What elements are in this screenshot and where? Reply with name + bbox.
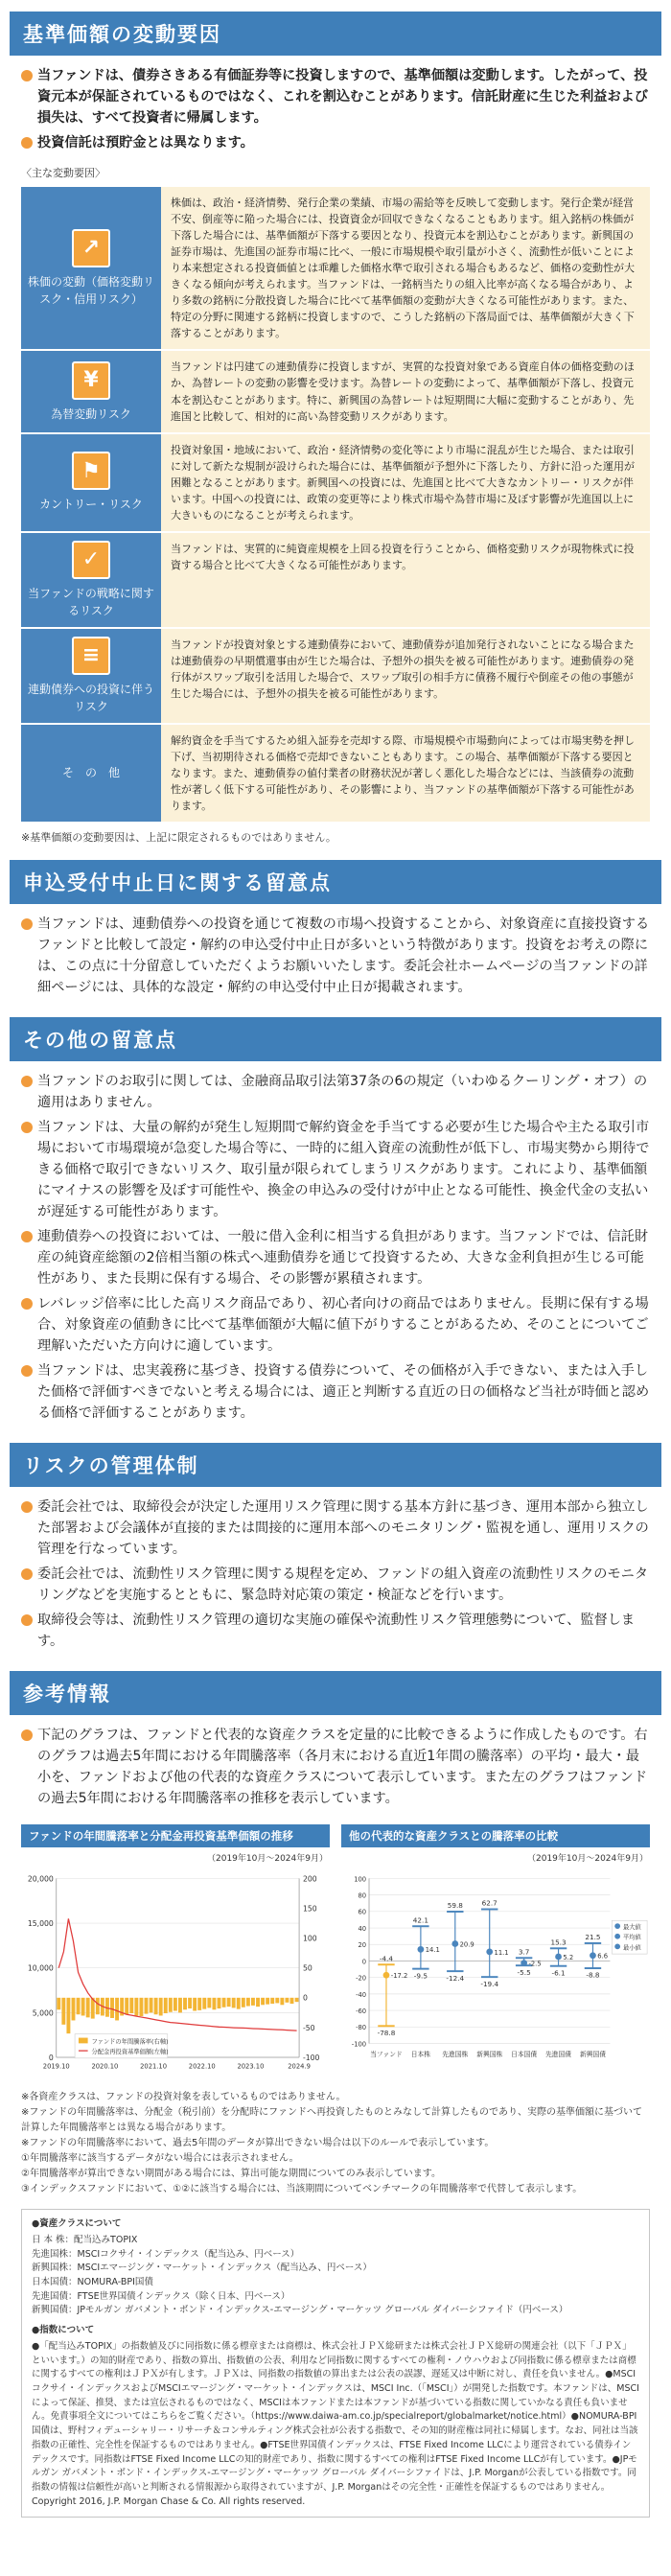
return-bar [202,1998,206,2009]
bullet-dot-icon [21,137,33,149]
return-bar [295,1998,299,2002]
y-tick-label: 60 [358,1908,367,1916]
y-tick-label: 100 [354,1875,367,1884]
bullet-list [10,1715,661,1817]
max-marker [412,1925,428,1927]
return-bar [275,1998,279,2004]
legend-label: 最小値 [622,1944,641,1952]
bullet-item [21,914,650,998]
y-right-tick-label: 50 [302,1963,312,1973]
avg-value-label: 5.2 [563,1953,574,1961]
y-tick-label: -60 [356,2007,367,2016]
max-value-label: 42.1 [412,1915,428,1925]
risk-footnote: ※基準価額の変動要因は、上記に限定されるものではありません。 [21,831,336,845]
return-bar [164,1998,168,2013]
y-tick-label: -100 [351,2040,367,2049]
avg-marker [555,1954,562,1961]
return-bar [188,1998,192,2008]
avg-value-label: 6.6 [597,1952,609,1961]
return-bar [197,1998,201,2010]
risk-caption: 〈主な変動要因〉 [21,167,105,179]
category-label: 日本国債 [511,2051,538,2059]
chart-period: （2019年10月〜2024年9月） [207,1854,328,1865]
chart-title: 他の代表的な資産クラスとの騰落率の比較 [341,1824,650,1847]
bullet-dot-icon [21,1076,33,1087]
return-bar [96,1998,100,2014]
min-value-label: -9.5 [413,1971,428,1981]
avg-marker [486,1949,493,1956]
return-bar [251,1998,255,2006]
avg-marker [590,1952,596,1959]
legend-swatch [614,1934,620,1939]
legend-swatch [79,2038,88,2044]
x-tick-label: 2021.10 [140,2062,168,2071]
return-bar [139,1998,143,2016]
bullet-text: 当ファンドは、大量の解約が発生し短期間で解約資金を手当てする必要が生じた場合や主たる取引市場において市場環境が急変した場合等に、一時的に組入資産の流動性が低下し、市場実勢から期待できる価格で取引できないリスク、取引量が限られてしまうリスクがあります。これにより、基準価額にマイナスの影響を及ぼす可能性や、換金の申込みの受付けが中止となる可能性、換金代金の支払いが遅延する可能性があります。 [37,1120,650,1220]
min-marker [378,2025,394,2027]
bullet-item [21,65,650,128]
category-label: 日本株 [410,2051,431,2059]
min-value-label: -8.8 [586,1970,600,1980]
avg-marker [451,1940,458,1947]
max-value-label: 3.7 [518,1947,530,1957]
bullet-list [10,56,661,161]
min-value-label: -19.4 [480,1979,499,1988]
x-tick-label: 2022.10 [188,2062,216,2071]
return-bar [159,1998,163,2016]
category-label: 新興国株 [476,2051,503,2059]
nav-change-section [10,12,661,848]
y-left-tick-label: 0 [48,2054,54,2063]
legend-label: ファンドの年間騰落率(右軸) [91,2038,169,2046]
return-bar [232,1998,236,2008]
page [0,12,671,2541]
risk-name-cell [21,187,161,349]
y-left-tick-label: 20,000 [27,1874,54,1884]
bullet-dot-icon [21,1231,33,1242]
return-bar [256,1998,260,2007]
avg-marker [521,1960,527,1966]
min-marker [481,1976,497,1978]
return-bar [115,1998,119,2021]
return-bar [193,1998,197,2011]
return-bar [246,1998,250,2007]
min-marker [447,1970,463,1972]
reference-note: ③インデックスファンドにおいて、①②に該当する場合には、当該期間についてベンチマークの年間騰落率で代替して表示します。 [21,2184,583,2195]
max-value-label: -4.4 [379,1954,394,1963]
bullet-dot-icon [21,70,33,81]
legend-label: 分配金再投資基準価額(左軸) [91,2049,169,2056]
risk-description: 当ファンドは円建ての連動債券に投資しますが、実質的な投資対象である資産自体の価格変動のほか、為替レートの変動の影響を受けます。為替レートの変動によって、基準価額が下落し、投資元本を割込むことがあります。特に、新興国の為替レートは短期間に大幅に変動することがあり、先進国と比較して、相対的に高い為替変動リスクがあります。 [161,351,650,431]
return-bar [290,1998,294,2004]
y-right-tick-label: 150 [302,1904,317,1914]
return-bar [207,1998,211,2008]
bullet-list [10,1061,661,1431]
checklist-icon: ✓ [72,541,110,579]
legend-swatch [614,1923,620,1929]
category-label: 先進国株 [442,2051,469,2059]
bullet-text: 当ファンドは、忠実義務に基づき、投資する債券について、その価格が入手できない、または入手した価格で評価すべきでないと考える場合には、適正と判断する直近の日の価格など当社が時価と認める価格で評価することがあります。 [37,1363,650,1422]
bullet-dot-icon [21,1122,33,1133]
return-bar [169,1998,173,2012]
risk-row [21,533,650,629]
y-right-tick-label: 0 [302,1993,308,2003]
risk-name-cell [21,725,161,822]
risk-name: 株価の変動（価格変動リスク・信用リスク） [27,274,154,306]
return-bar [212,1998,216,2009]
section-title: 申込受付中止日に関する留意点 [10,860,661,904]
y-tick-label: -40 [356,1990,367,1999]
min-marker [585,1967,601,1969]
return-bar [183,1998,187,2009]
return-bar [86,1998,90,2018]
max-marker [585,1942,601,1944]
index-line: 先進国債：FTSE世界国債インデックス（除く日本、円ベース） [32,2290,290,2302]
document-icon: ≡ [72,637,110,675]
index-box [21,2209,650,2518]
return-bar [280,1998,284,2005]
fund-chart [21,1824,330,2084]
index-line: 新興国債：JPモルガン ガバメント・ボンド・インデックス-エマージング・マーケッツ グローバル ダイバーシファイド（円ベース） [32,2305,568,2316]
y-tick-label: -20 [356,1974,367,1983]
return-bar [237,1998,241,2009]
risk-row [21,725,650,824]
y-tick-label: -80 [356,2024,367,2032]
y-tick-label: 0 [361,1958,367,1966]
y-tick-label: 80 [358,1891,367,1900]
bullet-item [21,1725,650,1809]
legend-swatch [614,1944,620,1950]
return-bar [285,1998,289,2003]
risk-name: 連動債券への投資に伴うリスク [27,682,154,713]
risk-table [21,186,650,824]
return-bar [72,1998,76,2021]
bullet-text: 下記のグラフは、ファンドと代表的な資産クラスを定量的に比較できるように作成したものです。右のグラフは過去5年間における年間騰落率（各月末における直近1年間の騰落率）の平均・最大・最小を、ファンドおよび他の代表的な資産クラスについて表示しています。また左のグラフはファンドの過去5年間における年間騰落率の推移を表示しています。 [37,1728,648,1807]
index-line: 新興国株：MSCIエマージング・マーケット・インデックス（配当込み、円ベース） [32,2263,372,2274]
reference-note: ※ファンドの年間騰落率において、過去5年間のデータが算出できない場合は以下のルールで表示しています。 [21,2138,495,2149]
chart-period: （2019年10月〜2024年9月） [527,1854,648,1865]
asset-class-chart [341,1824,650,2084]
return-bar [227,1998,231,2007]
bullet-item [21,1071,650,1113]
avg-value-label: -2.5 [528,1960,542,1968]
risk-management-section [10,1443,661,1659]
index-heading: ●資産クラスについて [32,2218,122,2230]
bullet-text: 委託会社では、流動性リスク管理に関する規程を定め、ファンドの組入資産の流動性リスクのモニタリングなどを実施するとともに、緊急時対応策の策定・検証などを行います。 [37,1566,649,1604]
bullet-dot-icon [21,1568,33,1580]
return-bar [270,1998,274,2004]
return-bar [129,1998,133,2013]
bullet-item [21,132,650,153]
max-marker [447,1911,463,1913]
y-right-tick-label: 200 [302,1874,317,1884]
return-bar [150,1998,153,2013]
bullet-text: 連動債券への投資においては、一般に借入金利に相当する負担があります。当ファンドでは、信託財産の純資産総額の2倍相当額の株式へ連動債券を通じて投資するため、大きな金利負担が生じる可能性があり、また長期に保有する場合、その影響が累積されます。 [37,1229,649,1288]
bullet-text: 投資信託は預貯金とは異なります。 [37,135,254,151]
y-tick-label: 20 [358,1941,367,1950]
index-note-heading: ●指数について [32,2325,95,2336]
avg-value-label: -17.2 [390,1972,408,1981]
return-bar [77,1998,81,2014]
return-bar [81,1998,85,2016]
x-tick-label: 2024.9 [288,2062,311,2071]
max-marker [378,1963,394,1965]
section-title: リスクの管理体制 [10,1443,661,1487]
return-bar [134,1998,138,2016]
min-value-label: -5.5 [517,1967,531,1977]
bullet-item [21,1293,650,1357]
reference-section [10,1671,661,2518]
index-line: 先進国株：MSCIコクサイ・インデックス（配当込み、円ベース） [32,2248,300,2260]
y-tick-label: 40 [358,1925,367,1934]
return-bar [145,1998,149,2014]
risk-description: 解約資金を手当てするため組入証券を売却する際、市場規模や市場動向によっては市場実勢を押し下げ、当初期待される価格で売却できないこともあります。この場合、基準価額が下落する要因となります。また、連動債券の値付業者の財務状況が著しく悪化した場合などには、当該債券の流動性が著しく低下する可能性があり、その影響により、当ファンドの基準価額が下落する可能性があります。 [161,725,650,822]
risk-description: 株価は、政治・経済情勢、発行企業の業績、市場の需給等を反映して変動します。発行企業が経営不安、倒産等に陥った場合には、投資資金が回収できなくなることもあります。組入銘柄の株価が下落した場合には、基準価額が下落する要因となり、投資元本を割込むことがあります。新興国の証券市場は、先進国の証券市場に比べ、一般に市場規模や取引量が小さく、流動性が低いことにより本来想定される投資価値とは乖離した価格水準で取引される場合もあるなど、価格の変動性が大きくなる傾向が考えられます。当ファンドは、一銘柄当たりの組入比率が高くなる場合があり、より多数の銘柄に分散投資した場合に比べて基準価額の変動が大きくなる可能性があります。また、特定の分野に関連する銘柄に投資しますので、こうした銘柄の下落局面では、基準価額が大きく下落することがあります。 [161,187,650,349]
bullet-item [21,1360,650,1424]
category-label: 先進国債 [545,2051,572,2059]
avg-value-label: 11.1 [494,1948,509,1957]
other-notes-section [10,1017,661,1431]
avg-marker [417,1946,424,1953]
risk-row [21,434,650,533]
bullet-text: 委託会社では、取締役会が決定した運用リスク管理に関する基本方針に基づき、運用本部から独立した部署および会議体が直接的または間接的に運用本部へのモニタリング・監視を通し、運用リスクの管理を行なっています。 [37,1499,649,1558]
bullet-dot-icon [21,1614,33,1626]
index-note: ●「配当込みTOPIX」の指数値及びに同指数に係る標章または商標は、株式会社ＪＰＸ総研または株式会社ＪＰＸ総研の関連会社（以下「ＪＰＸ」といいます。）の知的財産であり、指数の算出、指数値の公表、利用など同指数に関するすべての権利・ノウハウおよび同指数に係る標章または商標に関するすべての権利はＪＰＸが有します。ＪＰＸは、同指数の指数値の算出または公表の誤謬、遅延又は中断に対し、責任を負いません。●MSCIコクサイ・インデックスおよびMSCIエマージング・マーケット・インデックスは、MSCI Inc.（「MSCI」）が開発した指数です。本ファンドは、MSCIによって保証、推奨、または宣伝されるものではなく、MSCIは本ファンドまたは本ファンドが基づいている指数に関していかなる責任も負いません。免責事項全文についてはこちらをご覧ください。（https://www.daiwa-am.co.jp/specialreport/globalmarket/notice.html）●NOMURA-BPI国債は、野村フィデューシャリー・リサーチ＆コンサルティング株式会社が公表する指数で、その知的財産権は同社に帰属します。なお、同社は当該指数の正確性、完全性を保証するものではありません。●FTSE世界国債インデックスは、FTSE Fixed Income LLCにより運営されている債券インデックスです。同指数はFTSE Fixed Income LLCの知的財産であり、指数に関するすべての権利はFTSE Fixed Income LLCが有しています。●JPモルガン ガバメント・ボンド・インデックス-エマージング・マーケッツ グローバル ダイバーシファイドは、J.P. Morganが公表している指数です。同指数の情報は信頼性が高いと判断される情報源から取得されていますが、J.P. Morganはその完全性・正確性を保証するものではありません。Copyright 2016, J.P. Morgan Chase & Co. All rights reserved. [32,2340,639,2507]
risk-row [21,351,650,433]
bullet-item [21,1117,650,1222]
category-label: 新興国債 [579,2051,606,2059]
return-bar [222,1998,226,2007]
bullet-item [21,1610,650,1652]
bullet-dot-icon [21,1298,33,1310]
return-bar [57,1998,60,2009]
bullet-text: 取締役会等は、流動性リスク管理の適切な実施の確保や流動性リスク管理態勢について、監督します。 [37,1613,636,1650]
bullet-item [21,1497,650,1560]
return-bar [261,1998,265,2005]
avg-value-label: 14.1 [425,1946,440,1955]
avg-marker [383,1972,390,1979]
y-right-tick-label: 100 [302,1934,317,1943]
index-lines [32,2234,639,2318]
return-bar [154,1998,158,2014]
return-bar [266,1998,269,2005]
risk-name-cell [21,629,161,723]
bullet-dot-icon [21,918,33,930]
chart-legend [612,1920,647,1954]
risk-row [21,187,650,351]
y-left-tick-label: 10,000 [27,1963,54,1973]
max-marker [550,1947,567,1949]
exchange-icon: ¥ [72,361,110,400]
category-label: 当ファンド [370,2051,403,2059]
risk-description: 当ファンドが投資対象とする連動債券において、連動債券が追加発行されないことになる場合または連動債券の早期償還事由が生じた場合は、予想外の損失を被る可能性があります。連動債券の発行体がスワップ取引を活用した場合で、スワップ取引の相手方に債務不履行や倒産その他の事態が生じた場合には、予想外の損失を被る可能性があります。 [161,629,650,723]
chart-title: ファンドの年間騰落率と分配金再投資基準価額の推移 [21,1824,330,1847]
x-tick-label: 2023.10 [237,2062,265,2071]
max-value-label: 59.8 [447,1901,463,1911]
y-left-tick-label: 15,000 [27,1919,54,1929]
bullet-item [21,1564,650,1606]
bullet-text: 当ファンドは、債券さきある有価証券等に投資しますので、基準価額は変動します。したがって、投資元本が保証されているものではなく、これを割込むことがあります。信託財産に生じた利益および損失は、すべて投資者に帰属します。 [37,68,649,126]
max-marker [481,1909,497,1911]
y-right-tick-label: -100 [302,2054,320,2063]
chart-icon: ↗ [72,229,110,267]
index-line: 日 本 株：配当込みTOPIX [32,2234,138,2245]
reference-note: ①年間騰落率に該当するデータがない場合には表示されません。 [21,2153,299,2165]
bullet-item [21,1226,650,1289]
bullet-text: 当ファンドのお取引に関しては、金融商品取引法第37条の6の規定（いわゆるクーリング・オフ）の適用はありません。 [37,1074,648,1111]
flag-icon: ⚑ [72,452,110,490]
risk-description: 当ファンドは、実質的に純資産規模を上回る投資を行うことから、価格変動リスクが現物株式に投資する場合と比べて大きくなる可能性があります。 [161,533,650,627]
chart-legend [75,2034,168,2058]
max-marker [516,1957,532,1959]
section-title: 参考情報 [10,1671,661,1715]
risk-name-cell [21,434,161,531]
suspension-section [10,860,661,1006]
bullet-list [10,1487,661,1659]
reference-note: ※各資産クラスは、ファンドの投資対象を表しているものではありません。 [21,2092,346,2103]
avg-value-label: 20.9 [459,1940,474,1949]
y-left-tick-label: 5,000 [32,2008,54,2018]
risk-name: カントリー・リスク [39,498,143,512]
return-bar [66,1998,70,2033]
risk-name: 当ファンドの戦略に関するリスク [28,586,154,617]
min-marker [550,1965,567,1967]
risk-name: そ の 他 [61,766,120,780]
risk-description: 投資対象国・地域において、政治・経済情勢の変化等により市場に混乱が生じた場合、または取引に対して新たな規制が設けられた場合には、基準価額が予想外に下落したり、方針に沿った運用が困難となることがあります。新興国への投資には、先進国と比べて大きなカントリー・リスクが伴います。中国への投資には、政策の変更等により株式市場や為替市場に及ぼす影響が先進国以上に大きいものになることが考えられます。 [161,434,650,531]
risk-name-cell [21,533,161,627]
min-value-label: -78.8 [377,2029,396,2038]
fund-line-chart [21,1864,330,2084]
return-bar [174,1998,177,2011]
return-bar [61,1998,65,2025]
risk-name-cell [21,351,161,431]
max-value-label: 21.5 [585,1933,601,1942]
reference-note: ※ファンドの年間騰落率は、分配金（税引前）を分配時にファンドへ再投資したものとみなして計算したものであり、実際の基準価額に基づいて計算した年間騰落率とは異なる場合があります。 [21,2107,642,2134]
index-line: 日本国債：NOMURA-BPI国債 [32,2276,153,2287]
min-value-label: -6.1 [551,1968,566,1978]
section-title: 基準価額の変動要因 [10,12,661,56]
y-right-tick-label: -50 [302,2023,315,2032]
max-value-label: 62.7 [481,1898,497,1908]
legend-label: 最大値 [622,1924,641,1932]
legend-label: 平均値 [622,1934,641,1941]
return-bar [218,1998,221,2008]
reference-notes [10,2084,661,2197]
max-value-label: 15.3 [550,1938,567,1947]
section-title: その他の留意点 [10,1017,661,1061]
asset-range-chart [341,1864,650,2084]
reference-note: ②年間騰落率が算出できない期間がある場合には、算出可能な期間についてのみ表示しています。 [21,2169,441,2180]
bullet-text: レバレッジ倍率に比した高リスク商品であり、初心者向けの商品ではありません。長期に保有する場合、対象資産の値動きに比べて基準価額が大幅に値下がりすることがあるため、そのことについてご理解いただいた方向けに適しています。 [37,1296,649,1355]
min-value-label: -12.4 [446,1973,465,1983]
return-bar [110,1998,114,2018]
bullet-text: 当ファンドは、連動債券への投資を通じて複数の市場へ投資することから、対象資産に直接投資するファンドと比較して設定・解約の申込受付中止日が多いという特徴があります。投資をお考えの際には、この点に十分留意していただくようお願いいたします。委託会社ホームページの当ファンドの詳細ページには、具体的な設定・解約の申込受付中止日が掲載されます。 [37,917,650,996]
bullet-dot-icon [21,1729,33,1741]
return-bar [178,1998,182,2013]
reference-charts [10,1817,661,2084]
x-tick-label: 2020.10 [91,2062,119,2071]
risk-row [21,629,650,725]
x-tick-label: 2019.10 [42,2062,70,2071]
risk-name: 為替変動リスク [51,406,131,421]
return-bar [125,1998,128,2014]
return-bar [242,1998,245,2007]
bullet-list [10,904,661,1006]
bullet-dot-icon [21,1365,33,1377]
bullet-dot-icon [21,1501,33,1513]
min-marker [412,1968,428,1970]
